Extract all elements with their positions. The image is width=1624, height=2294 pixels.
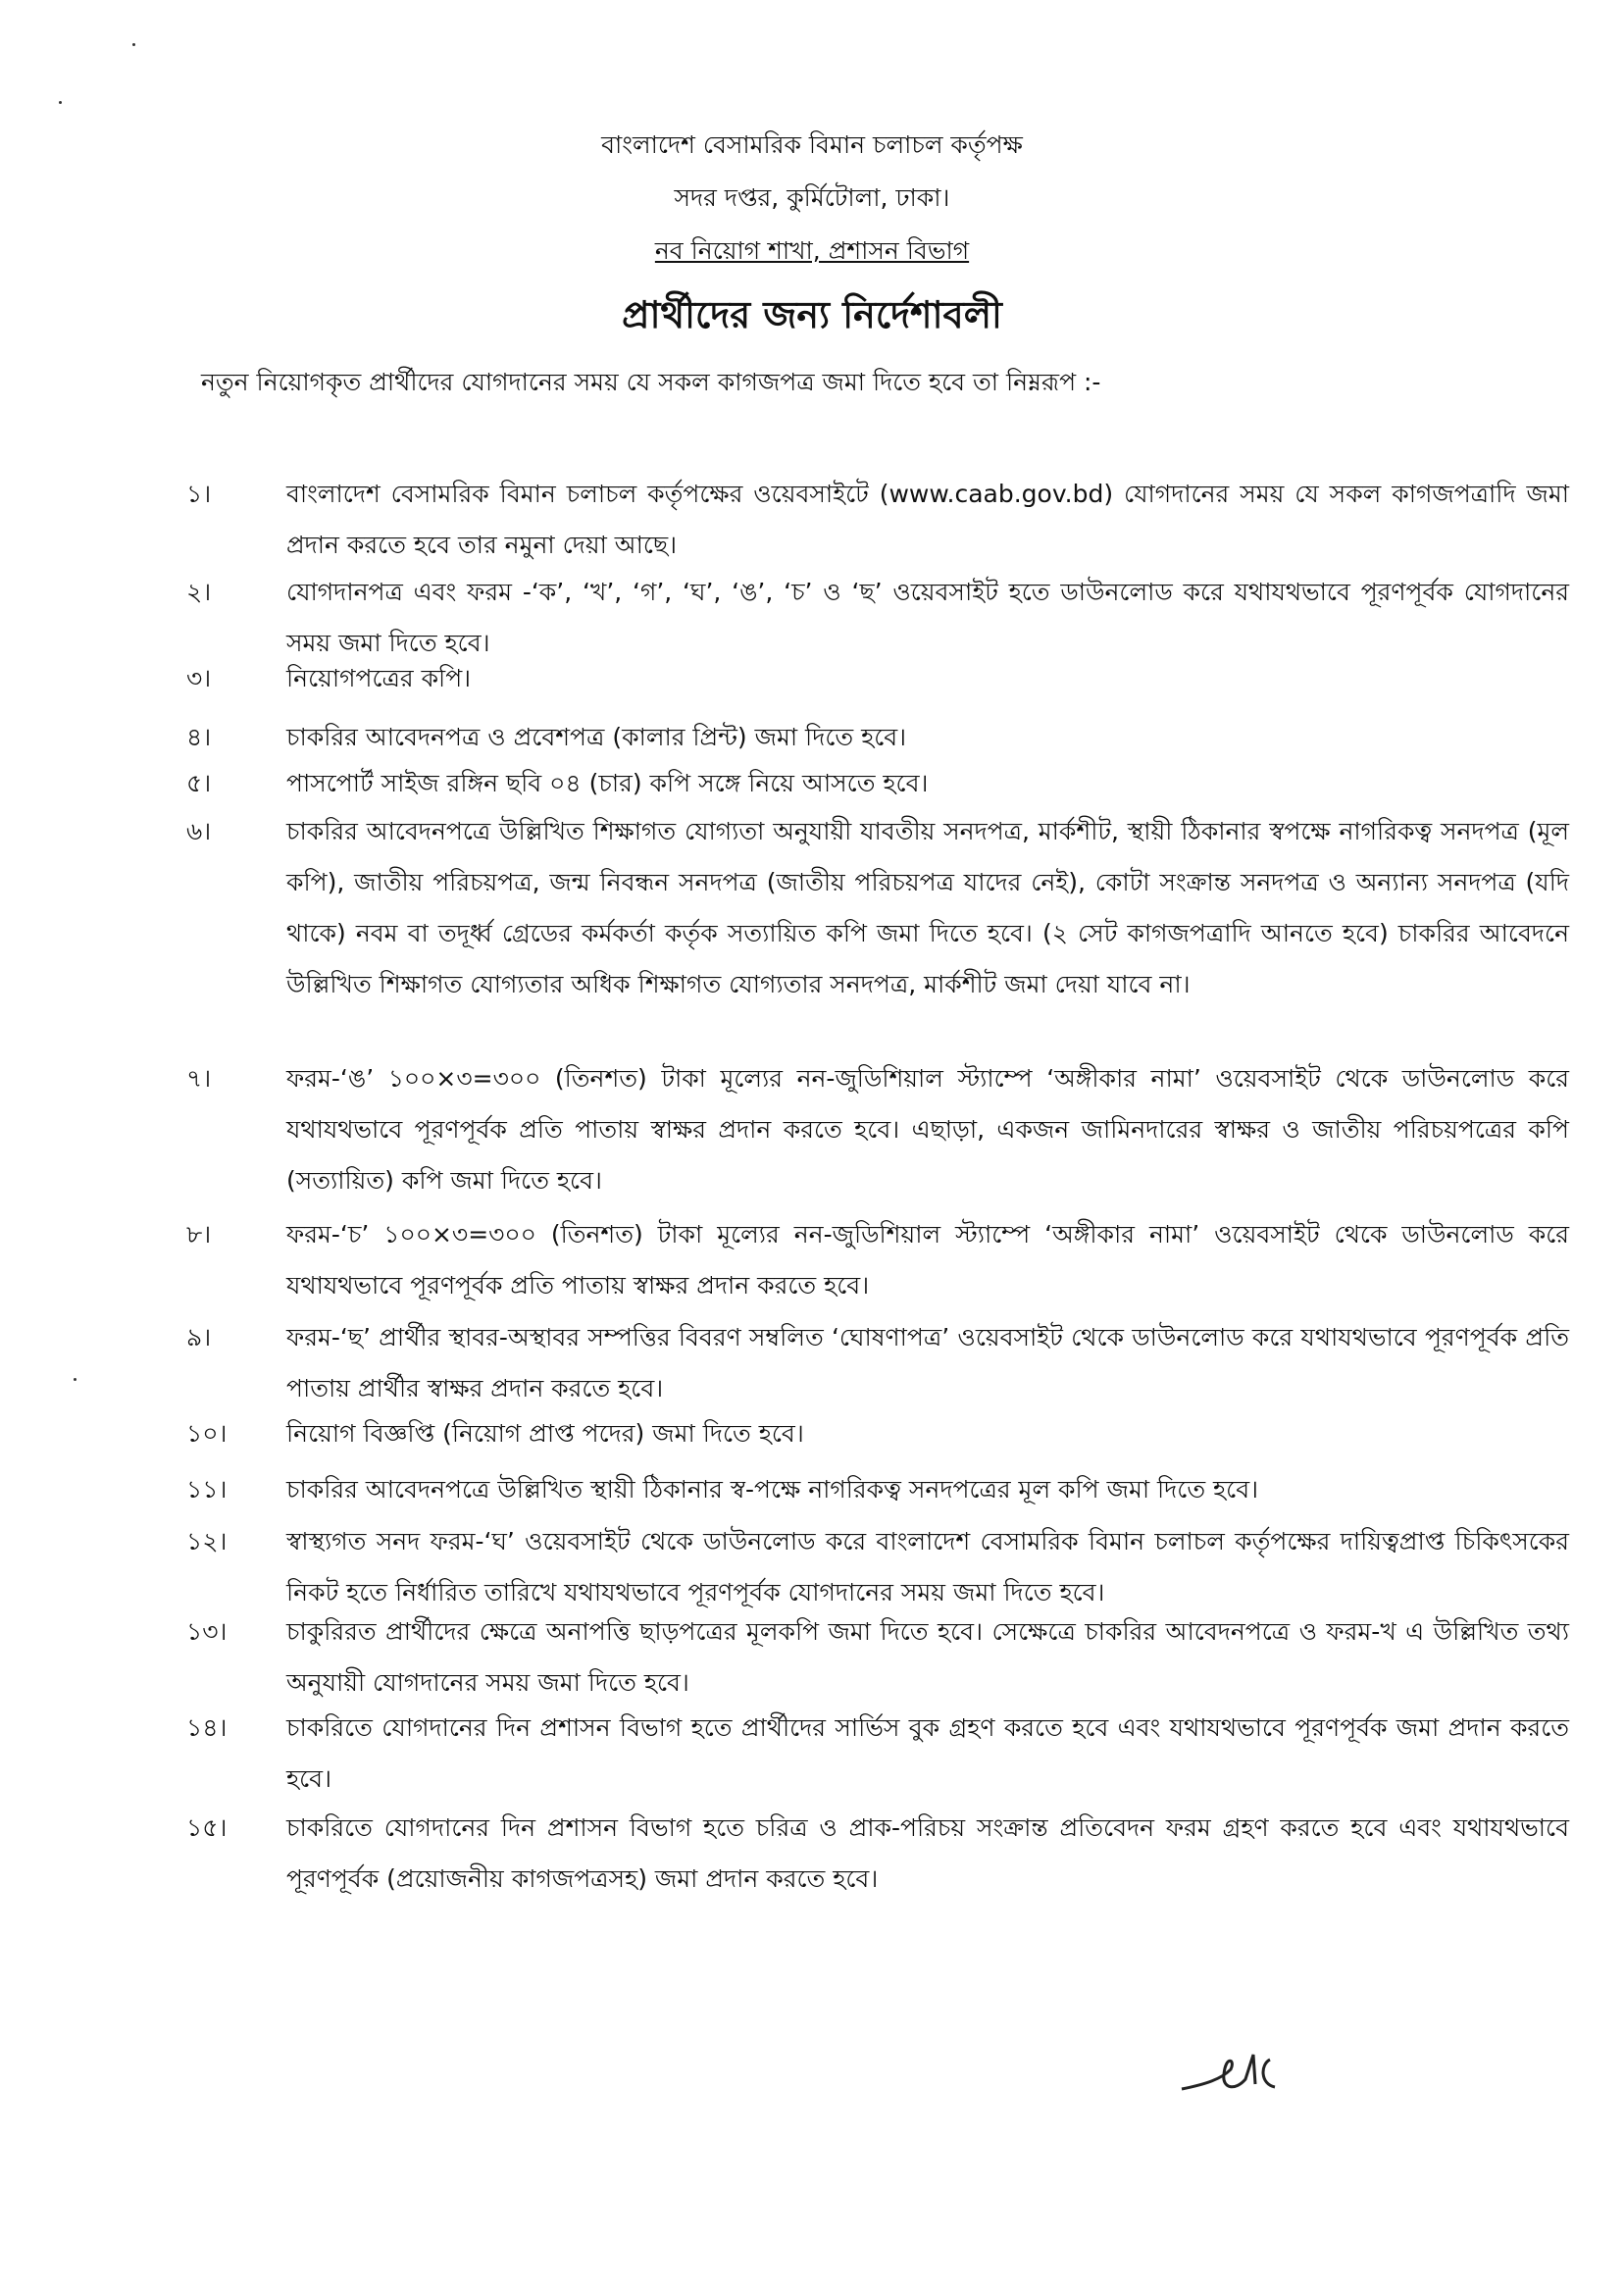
item-number: ১১। [186, 1475, 228, 1504]
item-text: পাসপোর্ট সাইজ রঙ্গিন ছবি ০৪ (চার) কপি সঙ্গে নিয়ে আসতে হবে। [286, 769, 929, 797]
list-item [186, 1053, 1569, 1206]
item-text: চাকরিতে যোগদানের দিন প্রশাসন বিভাগ হতে চরিত্র ও প্রাক-পরিচয় সংক্রান্ত প্রতিবেদন ফরম গ্রহণ করতে হবে এবং যথাযথভাবে পূরণপূর্বক (প্রয়োজনীয় কাগজপত্রসহ) জমা প্রদান করতে হবে। [286, 1813, 1569, 1893]
item-text: ফরম-‘ছ’ প্রার্থীর স্থাবর-অস্থাবর সম্পত্তির বিবরণ সম্বলিত ‘ঘোষণাপত্র’ ওয়েবসাইট থেকে ডাউনলোড করে যথাযথভাবে পূরণপূর্বক প্রতি পাতায় প্রার্থীর স্বাক্ষর প্রদান করতে হবে। [286, 1323, 1569, 1402]
item-number: ৪। [186, 723, 212, 751]
list-item [186, 1606, 1569, 1708]
item-number: ৯। [186, 1323, 212, 1351]
item-number: ৭। [186, 1064, 212, 1093]
list-item [186, 1408, 1569, 1459]
item-text: চাকরির আবেদনপত্রে উল্লিখিত শিক্ষাগত যোগ্যতা অনুযায়ী যাবতীয় সনদপত্র, মার্কশীট, স্থায়ী ঠিকানার স্বপক্ষে নাগরিকত্ব সনদপত্র (মূল কপি), জাতীয় পরিচয়পত্র, জন্ম নিবন্ধন সনদপত্র (জাতীয় পরিচয়পত্র যাদের নেই), কোটা সংক্রান্ত সনদপত্র ও অন্যান্য সনদপত্র (যদি থাকে) নবম বা তদূর্ধ্ব গ্রেডের কর্মকর্তা কর্তৃক সত্যায়িত কপি জমা দিতে হবে। (২ সেট কাগজপত্রাদি আনতে হবে) চাকরির আবেদনে উল্লিখিত শিক্ষাগত যোগ্যতার অধিক শিক্ষাগত যোগ্যতার সনদপত্র, মার্কশীট জমা দেয়া যাবে না। [286, 817, 1569, 998]
item-number: ১৪। [186, 1713, 228, 1742]
item-text: স্বাস্থ্যগত সনদ ফরম-‘ঘ’ ওয়েবসাইট থেকে ডাউনলোড করে বাংলাদেশ বেসামরিক বিমান চলাচল কর্তৃপক্ষের দায়িত্বপ্রাপ্ত চিকিৎসকের নিকট হতে নির্ধারিত তারিখে যথাযথভাবে পূরণপূর্বক যোগদানের সময় জমা দিতে হবে। [286, 1527, 1569, 1606]
list-item [186, 1464, 1569, 1515]
item-text: বাংলাদেশ বেসামরিক বিমান চলাচল কর্তৃপক্ষের ওয়েবসাইটে (www.caab.gov.bd) যোগদানের সময় যে সকল কাগজপত্রাদি জমা প্রদান করতে হবে তার নমুনা দেয়া আছে। [286, 480, 1569, 559]
item-number: ১২। [186, 1527, 228, 1555]
scan-speck [74, 1378, 76, 1381]
item-text: চাকরির আবেদনপত্র ও প্রবেশপত্র (কালার প্রিন্ট) জমা দিতে হবে। [286, 723, 907, 751]
scan-speck [132, 43, 135, 46]
item-text: ফরম-‘ঙ’ ১০০×৩=৩০০ (তিনশত) টাকা মূল্যের নন-জুডিশিয়াল স্ট্যাম্পে ‘অঙ্গীকার নামা’ ওয়েবসাইট থেকে ডাউনলোড করে যথাযথভাবে পূরণপূর্বক প্রতি পাতায় স্বাক্ষর প্রদান করতে হবে। এছাড়া, একজন জামিনদারের স্বাক্ষর ও জাতীয় পরিচয়পত্রের কপি (সত্যায়িত) কপি জমা দিতে হবে। [286, 1064, 1569, 1195]
list-item [186, 1312, 1569, 1414]
item-number: ১৫। [186, 1813, 228, 1842]
list-item [186, 1516, 1569, 1618]
item-text: চাকরির আবেদনপত্রে উল্লিখিত স্থায়ী ঠিকানার স্ব-পক্ষে নাগরিকত্ব সনদপত্রের মূল কপি জমা দিতে হবে। [286, 1475, 1259, 1504]
page-title: প্রার্থীদের জন্য নির্দেশাবলী [622, 293, 1002, 336]
list-item [186, 1803, 1569, 1905]
item-number: ৮। [186, 1220, 212, 1249]
item-number: ৩। [186, 664, 212, 692]
list-item [186, 1703, 1569, 1805]
item-number: ৫। [186, 769, 212, 797]
item-text: নিয়োগপত্রের কপি। [286, 664, 472, 692]
item-number: ১০। [186, 1419, 228, 1448]
item-number: ২। [186, 578, 212, 606]
list-item [186, 653, 1569, 704]
office-address: সদর দপ্তর, কুর্মিটোলা, ঢাকা। [674, 183, 950, 212]
item-number: ১। [186, 480, 212, 508]
list-item [186, 1209, 1569, 1311]
signature [1177, 2040, 1324, 2113]
item-text: যোগদানপত্র এবং ফরম -‘ক’, ‘খ’, ‘গ’, ‘ঘ’, ‘ঙ’, ‘চ’ ও ‘ছ’ ওয়েবসাইট হতে ডাউনলোড করে যথাযথভাবে পূরণপূর্বক যোগদানের সময় জমা দিতে হবে। [286, 578, 1569, 657]
org-name: বাংলাদেশ বেসামরিক বিমান চলাচল কর্তৃপক্ষ [601, 130, 1023, 159]
list-item [186, 806, 1569, 1010]
item-text: নিয়োগ বিজ্ঞপ্তি (নিয়োগ প্রাপ্ত পদের) জমা দিতে হবে। [286, 1419, 804, 1448]
scan-speck [59, 101, 62, 104]
list-item [186, 712, 1569, 763]
item-text: চাকরিতে যোগদানের দিন প্রশাসন বিভাগ হতে প্রার্থীদের সার্ভিস বুক গ্রহণ করতে হবে এবং যথাযথভাবে পূরণপূর্বক জমা প্রদান করতে হবে। [286, 1713, 1569, 1793]
list-item [186, 758, 1569, 809]
item-text: ফরম-‘চ’ ১০০×৩=৩০০ (তিনশত) টাকা মূল্যের নন-জুডিশিয়াল স্ট্যাম্পে ‘অঙ্গীকার নামা’ ওয়েবসাইট থেকে ডাউনলোড করে যথাযথভাবে পূরণপূর্বক প্রতি পাতায় স্বাক্ষর প্রদান করতে হবে। [286, 1220, 1569, 1300]
item-number: ১৩। [186, 1617, 228, 1646]
item-number: ৬। [186, 817, 212, 845]
section-name: নব নিয়োগ শাখা, প্রশাসন বিভাগ [654, 236, 970, 265]
intro-text: নতুন নিয়োগকৃত প্রার্থীদের যোগদানের সময় যে সকল কাগজপত্র জমা দিতে হবে তা নিম্নরূপ :- [201, 368, 1101, 396]
item-text: চাকুরিরত প্রার্থীদের ক্ষেত্রে অনাপত্তি ছাড়পত্রের মূলকপি জমা দিতে হবে। সেক্ষেত্রে চাকরির আবেদনপত্রে ও ফরম-খ এ উল্লিখিত তথ্য অনুযায়ী যোগদানের সময় জমা দিতে হবে। [286, 1617, 1569, 1697]
list-item [186, 469, 1569, 571]
